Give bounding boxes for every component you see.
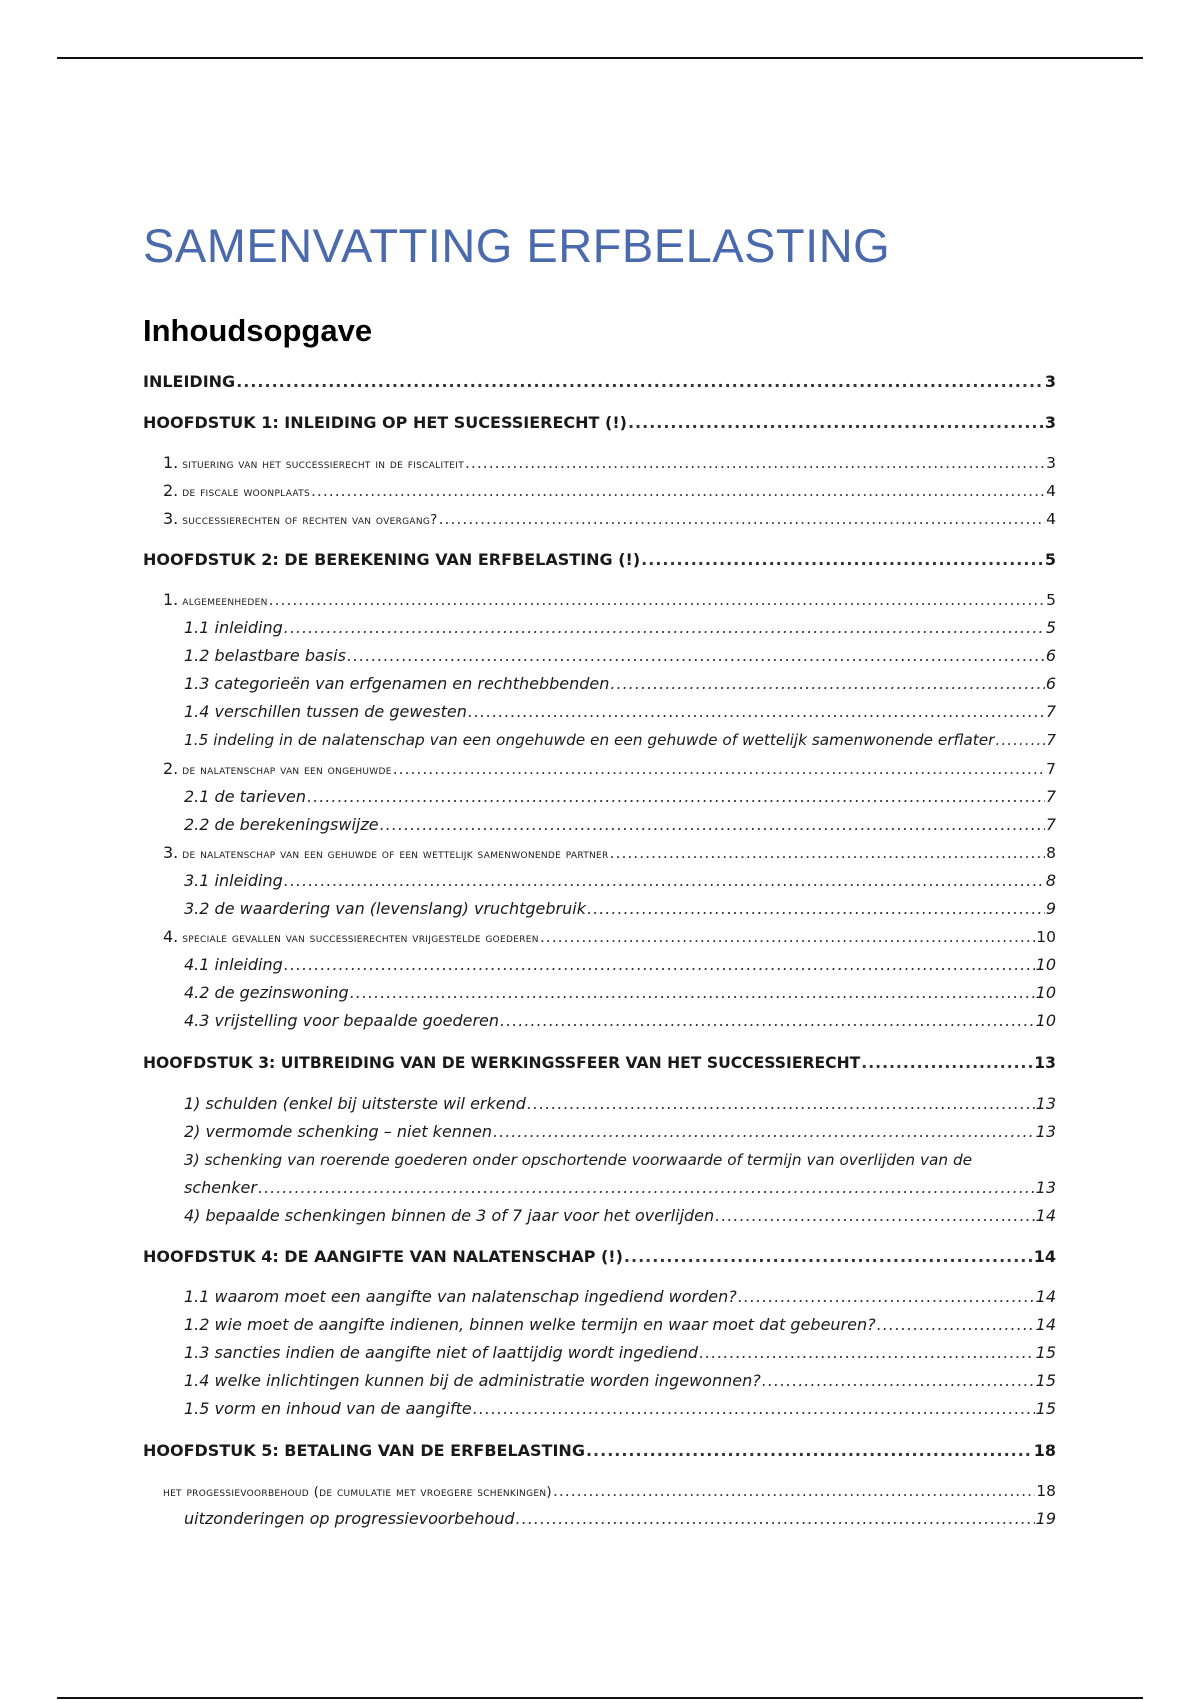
toc-entry-1-2[interactable]: 2. de fiscale woonplaats ..... 4 (163, 481, 1056, 502)
toc-entry-2-1-4[interactable]: 1.4 verschillen tussen de gewesten ..... 7 (184, 702, 1056, 722)
toc-entry-2-4[interactable]: 4. speciale gevallen van successierechten vrijgestelde goederen ..... 10 (163, 927, 1056, 948)
toc-entry-3-3[interactable]: schenker ..... 13 (184, 1178, 1056, 1198)
toc-entry-inleiding[interactable]: INLEIDING ..... 3 (143, 372, 1056, 392)
toc-entry-4-5[interactable]: 1.5 vorm en inhoud van de aangifte ..... 15 (184, 1399, 1056, 1419)
toc-entry-hoofdstuk-5[interactable]: HOOFDSTUK 5: BETALING VAN DE ERFBELASTING ..... 18 (143, 1441, 1056, 1461)
toc-entry-2-3-2[interactable]: 3.2 de waardering van (levenslang) vruchtgebruik ..... 9 (184, 899, 1056, 919)
bottom-rule (57, 1697, 1143, 1699)
toc-entry-4-4[interactable]: 1.4 welke inlichtingen kunnen bij de administratie worden ingewonnen? ..... 15 (184, 1371, 1056, 1391)
toc-entry-2-4-1[interactable]: 4.1 inleiding ..... 10 (184, 955, 1056, 975)
toc-entry-hoofdstuk-2[interactable]: HOOFDSTUK 2: DE BEREKENING VAN ERFBELASTING (!) ..... 5 (143, 550, 1056, 570)
toc-entry-4-1[interactable]: 1.1 waarom moet een aangifte van nalatenschap ingediend worden? ..... 14 (184, 1287, 1056, 1307)
toc-entry-2-1[interactable]: 1. algemeenheden ..... 5 (163, 590, 1056, 611)
toc-entry-2-1-1[interactable]: 1.1 inleiding ..... 5 (184, 618, 1056, 638)
toc-entry-1-1[interactable]: 1. situering van het successierecht in de fiscaliteit ..... 3 (163, 453, 1056, 474)
toc-entry-hoofdstuk-3[interactable]: HOOFDSTUK 3: UITBREIDING VAN DE WERKINGSSFEER VAN HET SUCCESSIERECHT ..... 13 (143, 1053, 1056, 1073)
toc-entry-2-3-1[interactable]: 3.1 inleiding ..... 8 (184, 871, 1056, 891)
toc-entry-hoofdstuk-4[interactable]: HOOFDSTUK 4: DE AANGIFTE VAN NALATENSCHAP (!) ..... 14 (143, 1247, 1056, 1267)
toc-entry-2-2[interactable]: 2. de nalatenschap van een ongehuwde ..... 7 (163, 759, 1056, 780)
toc-heading: Inhoudsopgave (143, 313, 373, 348)
toc-entry-3-2[interactable]: 2) vermomde schenking – niet kennen ..... 13 (184, 1122, 1056, 1142)
toc-entry-2-1-2[interactable]: 1.2 belastbare basis ..... 6 (184, 646, 1056, 666)
toc-entry-3-4[interactable]: 4) bepaalde schenkingen binnen de 3 of 7 jaar voor het overlijden ..... 14 (184, 1206, 1056, 1226)
toc-entry-4-3[interactable]: 1.3 sancties indien de aangifte niet of laattijdig wordt ingediend ..... 15 (184, 1343, 1056, 1363)
toc-entry-2-3[interactable]: 3. de nalatenschap van een gehuwde of een wettelijk samenwonende partner ..... 8 (163, 843, 1056, 864)
toc-entry-5-1-1[interactable]: uitzonderingen op progressievoorbehoud ..... 19 (184, 1509, 1056, 1529)
toc-entry-4-2[interactable]: 1.2 wie moet de aangifte indienen, binnen welke termijn en waar moet dat gebeuren? ..... 14 (184, 1315, 1056, 1335)
toc-entry-2-4-3[interactable]: 4.3 vrijstelling voor bepaalde goederen ..... 10 (184, 1011, 1056, 1031)
toc-entry-3-1[interactable]: 1) schulden (enkel bij uitsterste wil erkend ..... 13 (184, 1094, 1056, 1114)
toc-entry-hoofdstuk-1[interactable]: HOOFDSTUK 1: INLEIDING OP HET SUCESSIERECHT (!) ..... 3 (143, 413, 1056, 433)
toc-entry-1-3[interactable]: 3. successierechten of rechten van overgang? ..... 4 (163, 509, 1056, 530)
toc-entry-2-4-2[interactable]: 4.2 de gezinswoning ..... 10 (184, 983, 1056, 1003)
toc-entry-2-1-5[interactable]: 1.5 indeling in de nalatenschap van een ongehuwde en een gehuwde of wettelijk samenwonende erflater ..... 7 (184, 730, 1056, 750)
toc-entry-3-3-line1[interactable]: 3) schenking van roerende goederen onder opschortende voorwaarde of termijn van overlijden van de (184, 1151, 973, 1169)
toc-entry-5-1[interactable]: het progessievoorbehoud (de cumulatie met vroegere schenkingen) ..... 18 (163, 1481, 1056, 1502)
toc-entry-2-1-3[interactable]: 1.3 categorieën van erfgenamen en rechthebbenden ..... 6 (184, 674, 1056, 694)
toc-entry-2-2-2[interactable]: 2.2 de berekeningswijze ..... 7 (184, 815, 1056, 835)
document-title: SAMENVATTING ERFBELASTING (143, 219, 891, 272)
toc-entry-2-2-1[interactable]: 2.1 de tarieven ..... 7 (184, 787, 1056, 807)
